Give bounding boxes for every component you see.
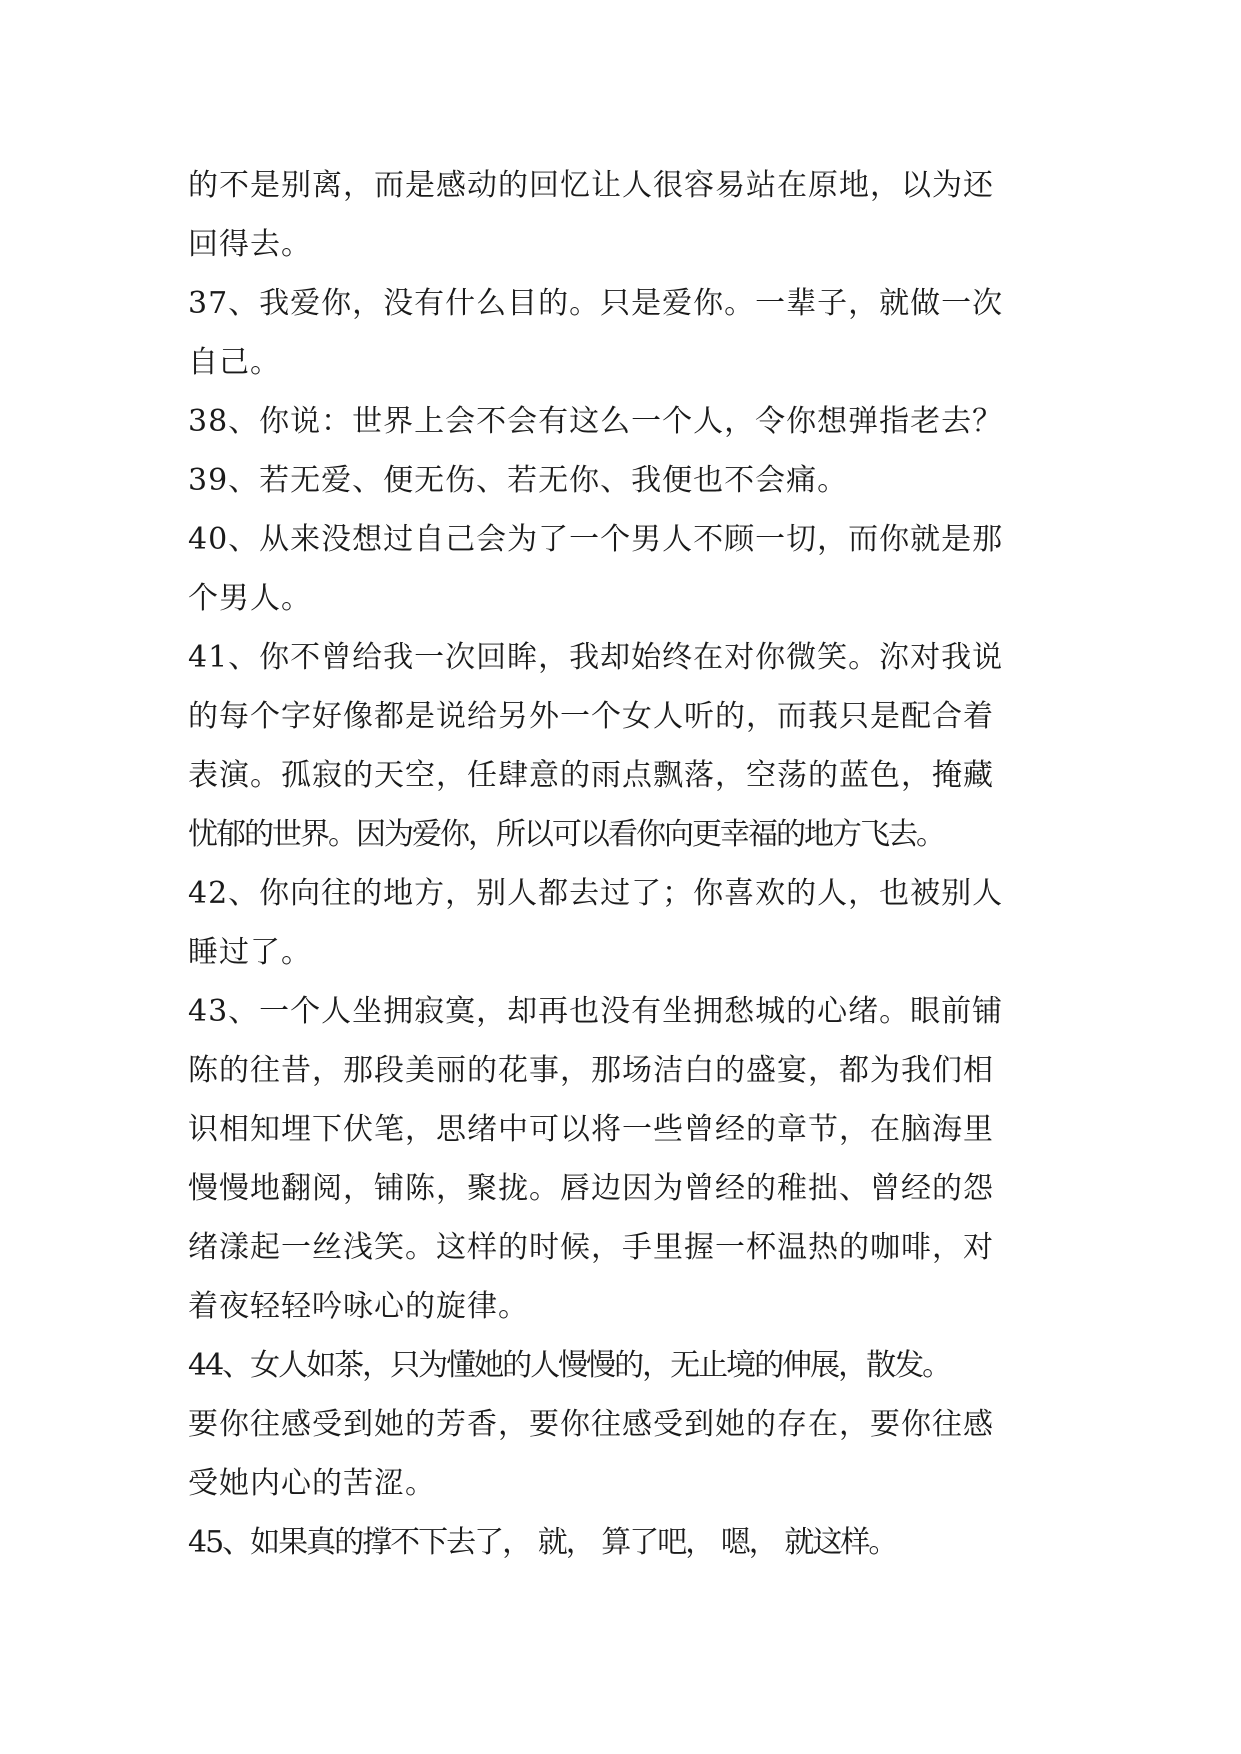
text-line: 睡过了。 — [188, 935, 312, 970]
text-line: 的不是别离，而是感动的回忆让人很容易站在原地，以为还 — [188, 168, 994, 203]
text-line: 45、如果真的撑不下去了， 就， 算了吧， 嗯， 就这样。 — [188, 1525, 897, 1560]
document-body — [188, 156, 1068, 1572]
text-line: 44、女人如茶，只为懂她的人慢慢的，无止境的伸展，散发。 — [188, 1348, 951, 1383]
text-line: 42、你向往的地方，别人都去过了；你喜欢的人，也被别人 — [188, 876, 1004, 911]
text-line: 着夜轻轻吟咏心的旋律。 — [188, 1289, 529, 1324]
text-line: 忧郁的世界。因为爱你，所以可以看你向更幸福的地方飞去。 — [188, 817, 944, 852]
text-line: 回得去。 — [188, 227, 312, 262]
text-line: 38、你说：世界上会不会有这么一个人，令你想弹指老去？ — [188, 404, 1004, 439]
text-line: 41、你不曾给我一次回眸，我却始终在对你微笑。沵对我说 — [188, 640, 1004, 675]
text-line: 绪漾起一丝浅笑。这样的时候，手里握一杯温热的咖啡，对 — [188, 1230, 994, 1265]
text-line: 39、若无爱、便无伤、若无你、我便也不会痛。 — [188, 463, 849, 498]
text-line: 识相知埋下伏笔，思绪中可以将一些曾经的章节，在脑海里 — [188, 1112, 994, 1147]
text-line: 慢慢地翻阅，铺陈，聚拢。唇边因为曾经的稚拙、曾经的怨 — [188, 1171, 994, 1206]
text-line: 受她内心的苦涩。 — [188, 1466, 436, 1501]
text-line: 个男人。 — [188, 581, 312, 616]
text-line: 40、从来没想过自己会为了一个男人不顾一切，而你就是那 — [188, 522, 1004, 557]
text-line: 表演。孤寂的天空，任肆意的雨点飘落，空荡的蓝色，掩藏 — [188, 758, 994, 793]
text-line: 自己。 — [188, 345, 281, 380]
text-line: 陈的往昔，那段美丽的花事，那场洁白的盛宴，都为我们相 — [188, 1053, 994, 1088]
text-line: 37、我爱你，没有什么目的。只是爱你。一辈子，就做一次 — [188, 286, 1004, 321]
text-line: 的每个字好像都是说给另外一个女人听的，而莪只是配合着 — [188, 699, 994, 734]
text-line: 43、一个人坐拥寂寞，却再也没有坐拥愁城的心绪。眼前铺 — [188, 994, 1004, 1029]
text-line: 要你往感受到她的芳香，要你往感受到她的存在，要你往感 — [188, 1407, 994, 1442]
